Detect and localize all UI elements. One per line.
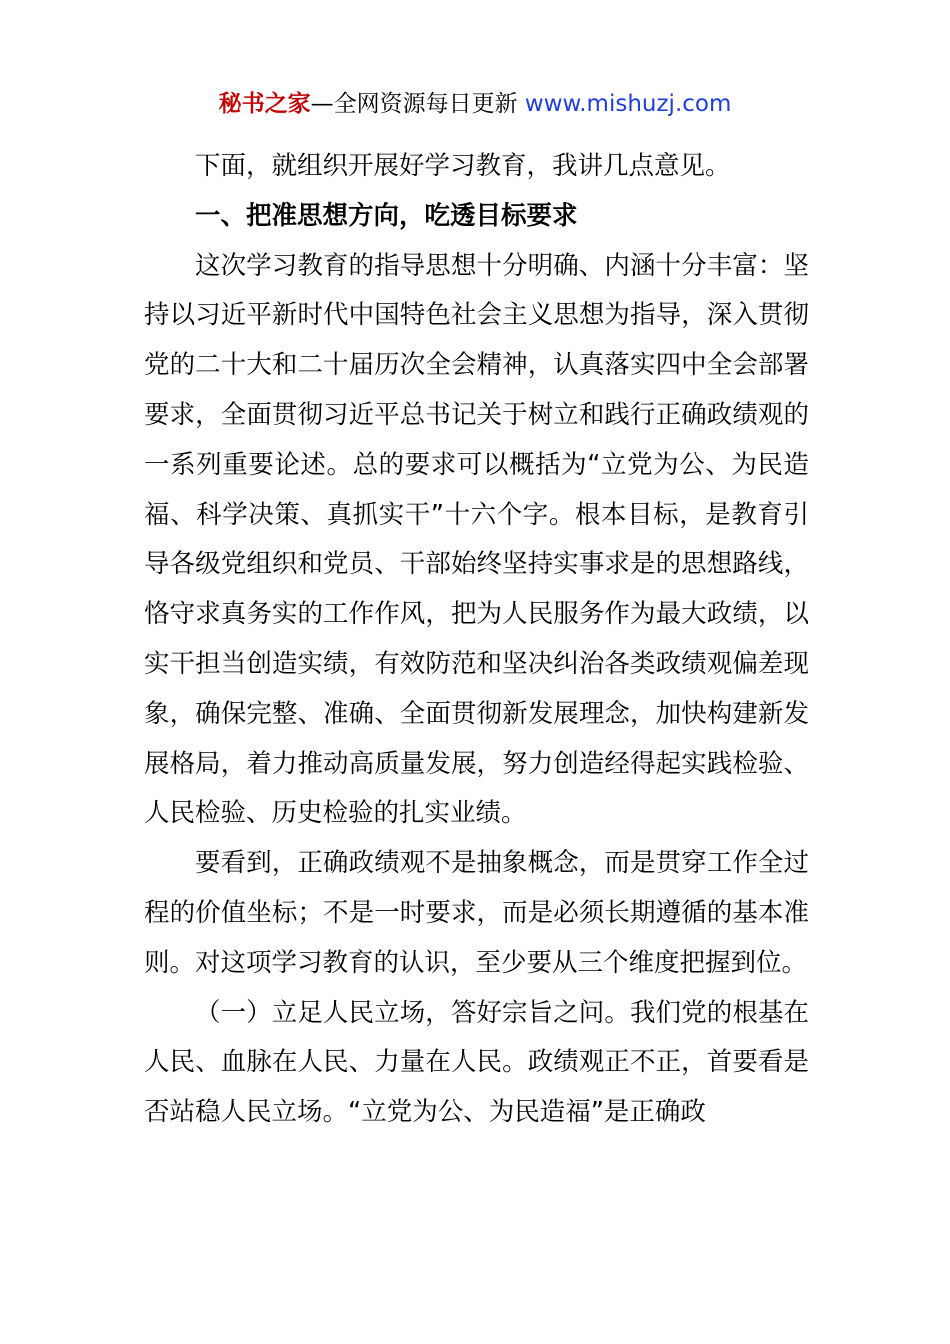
paragraph-intro: 下面，就组织开展好学习教育，我讲几点意见。 <box>195 151 731 181</box>
section-heading: 一、把准思想方向，吃透目标要求 <box>195 200 578 231</box>
site-brand: 秘书之家 <box>218 91 311 117</box>
paragraph-people-stance: （一）立足人民立场，答好宗旨之问。我们党的根基在人民、血脉在人民、力量在人民。政绩观正不正，首要看是否站稳人民立场。“立党为公、为民造福”是正确政 <box>144 997 809 1128</box>
page-header <box>0 86 950 122</box>
paragraph-guiding-thought: 这次学习教育的指导思想十分明确、内涵十分丰富：坚持以习近平新时代中国特色社会主义思想为指导，深入贯彻党的二十大和二十届历次全会精神，认真落实四中全会部署要求，全面贯彻习近平总书记关于树立和践行正确政绩观的一系列重要论述。总的要求可以概括为“立党为公、为民造福、科学决策、真抓实干”十六个字。根本目标，是教育引导各级党组织和党员、干部始终坚持实事求是的思想路线，恪守求真务实的工作作风，把为人民服务作为最大政绩，以实干担当创造实绩，有效防范和坚决纠治各类政绩观偏差现象，确保完整、准确、全面贯彻新发展理念，加快构建新发展格局，着力推动高质量发展，努力创造经得起实践检验、人民检验、历史检验的扎实业绩。 <box>144 250 809 829</box>
site-tagline: —全网资源每日更新 <box>310 91 518 117</box>
paragraph-understanding: 要看到，正确政绩观不是抽象概念，而是贯穿工作全过程的价值坐标；不是一时要求，而是必须长期遵循的基本准则。对这项学习教育的认识，至少要从三个维度把握到位。 <box>144 848 809 978</box>
document-body <box>144 142 809 1138</box>
site-url[interactable]: www.mishuzj.com <box>524 91 732 117</box>
